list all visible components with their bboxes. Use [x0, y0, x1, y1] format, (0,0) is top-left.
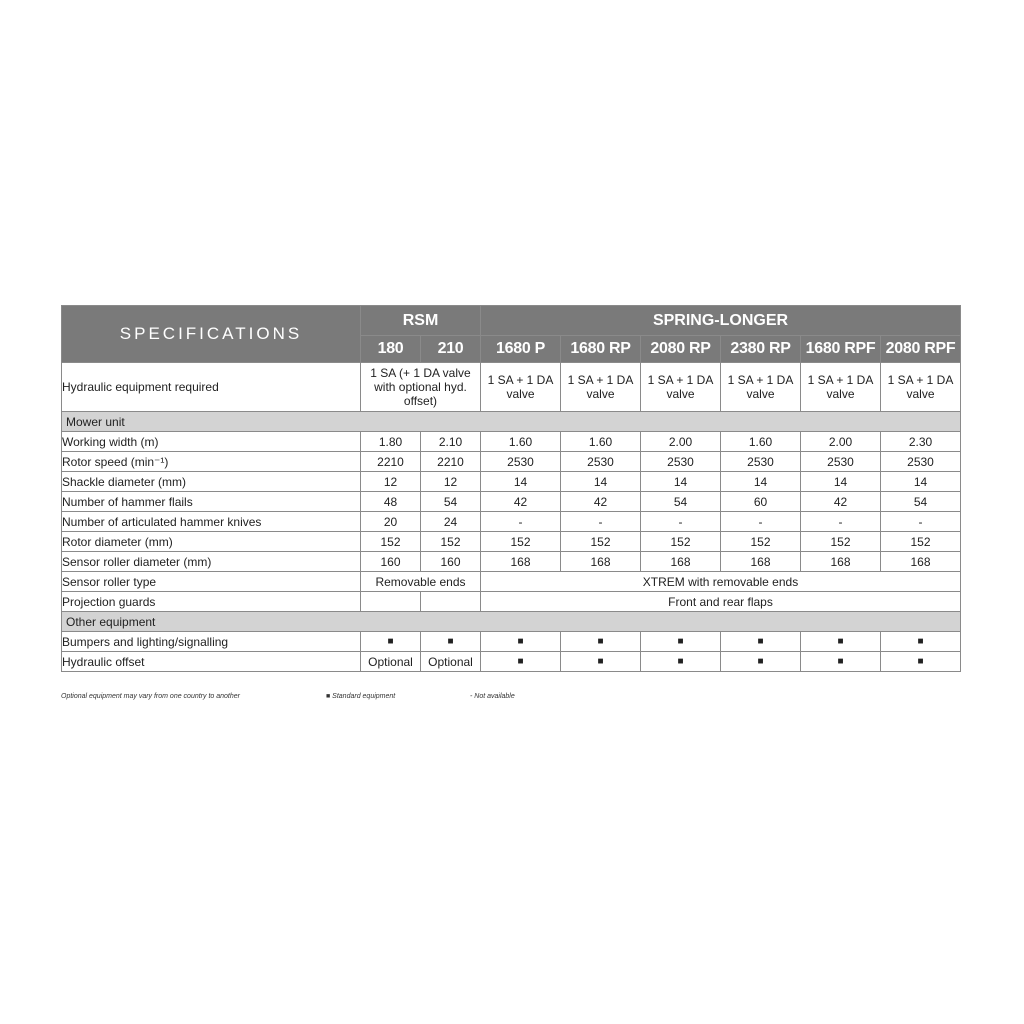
- model-header: 1680 RP: [561, 336, 641, 363]
- cell-value: 1.60: [721, 432, 801, 452]
- cell-value: 2530: [721, 452, 801, 472]
- cell-empty: [421, 592, 481, 612]
- cell-value: 152: [421, 532, 481, 552]
- footnote-not-available: - Not available: [470, 693, 515, 700]
- cell-value: 2.10: [421, 432, 481, 452]
- cell-value: 14: [721, 472, 801, 492]
- cell-value: 2210: [361, 452, 421, 472]
- row-label: Sensor roller diameter (mm): [62, 552, 361, 572]
- cell-value: 14: [561, 472, 641, 492]
- standard-equipment-icon: ■: [721, 632, 801, 652]
- table-row: [62, 492, 961, 512]
- specifications-table: [61, 305, 961, 672]
- cell-value: 12: [421, 472, 481, 492]
- table-row: [62, 363, 961, 412]
- group-spring-longer: SPRING-LONGER: [481, 306, 961, 336]
- standard-equipment-icon: ■: [641, 652, 721, 672]
- section-mower-unit: Mower unit: [62, 412, 961, 432]
- cell-value: Removable ends: [361, 572, 481, 592]
- cell-value: 24: [421, 512, 481, 532]
- cell-value: 168: [721, 552, 801, 572]
- cell-value: 1.60: [561, 432, 641, 452]
- cell-value: -: [721, 512, 801, 532]
- row-label: Number of articulated hammer knives: [62, 512, 361, 532]
- cell-value: 168: [561, 552, 641, 572]
- cell-value: 152: [721, 532, 801, 552]
- standard-equipment-icon: ■: [801, 652, 881, 672]
- standard-equipment-icon: ■: [721, 652, 801, 672]
- cell-value: 168: [481, 552, 561, 572]
- standard-equipment-icon: ■: [881, 652, 961, 672]
- cell-value: 12: [361, 472, 421, 492]
- cell-value: 152: [481, 532, 561, 552]
- cell-value: 54: [421, 492, 481, 512]
- cell-value: 2.30: [881, 432, 961, 452]
- cell-empty: [361, 592, 421, 612]
- row-label: Projection guards: [62, 592, 361, 612]
- standard-equipment-icon: ■: [641, 632, 721, 652]
- footnote-optional: Optional equipment may vary from one country to another: [61, 693, 240, 700]
- group-rsm: RSM: [361, 306, 481, 336]
- cell-value: -: [881, 512, 961, 532]
- standard-equipment-icon: ■: [561, 652, 641, 672]
- table-row: [62, 512, 961, 532]
- row-label: Working width (m): [62, 432, 361, 452]
- cell-value: 160: [421, 552, 481, 572]
- standard-equipment-icon: ■: [421, 632, 481, 652]
- cell-value: 54: [641, 492, 721, 512]
- cell-value: 2530: [801, 452, 881, 472]
- cell-value: 1 SA + 1 DA valve: [561, 363, 641, 412]
- cell-value: 54: [881, 492, 961, 512]
- cell-value: 1 SA + 1 DA valve: [881, 363, 961, 412]
- cell-value: -: [641, 512, 721, 532]
- row-label: Bumpers and lighting/signalling: [62, 632, 361, 652]
- cell-value: 168: [881, 552, 961, 572]
- cell-value: 42: [801, 492, 881, 512]
- cell-value: 1 SA + 1 DA valve: [641, 363, 721, 412]
- cell-value: Front and rear flaps: [481, 592, 961, 612]
- cell-value: XTREM with removable ends: [481, 572, 961, 592]
- standard-equipment-icon: ■: [801, 632, 881, 652]
- row-label: Number of hammer flails: [62, 492, 361, 512]
- table-row: [62, 572, 961, 592]
- standard-equipment-icon: ■: [881, 632, 961, 652]
- model-header: 1680 RPF: [801, 336, 881, 363]
- cell-value: 42: [481, 492, 561, 512]
- cell-value: 2530: [881, 452, 961, 472]
- cell-value: 160: [361, 552, 421, 572]
- cell-value: 1 SA + 1 DA valve: [481, 363, 561, 412]
- cell-value: 168: [801, 552, 881, 572]
- cell-value: 1 SA (+ 1 DA valve with optional hyd. offset): [361, 363, 481, 412]
- table-row: [62, 472, 961, 492]
- model-header: 1680 P: [481, 336, 561, 363]
- cell-value: 14: [801, 472, 881, 492]
- cell-value: 2530: [481, 452, 561, 472]
- cell-value: 2.00: [801, 432, 881, 452]
- table-row: [62, 552, 961, 572]
- cell-value: 152: [361, 532, 421, 552]
- cell-value: 2530: [561, 452, 641, 472]
- cell-value: 2210: [421, 452, 481, 472]
- cell-value: 1 SA + 1 DA valve: [721, 363, 801, 412]
- cell-value: -: [801, 512, 881, 532]
- table-row: [62, 632, 961, 652]
- cell-value: 152: [881, 532, 961, 552]
- data-rows: [62, 432, 961, 572]
- section-row: [62, 612, 961, 632]
- model-header: 2380 RP: [721, 336, 801, 363]
- standard-equipment-icon: ■: [481, 652, 561, 672]
- cell-value: 2.00: [641, 432, 721, 452]
- cell-value: 168: [641, 552, 721, 572]
- cell-value: Optional: [361, 652, 421, 672]
- table-title: SPECIFICATIONS: [62, 306, 361, 363]
- table-row: [62, 452, 961, 472]
- model-header: 2080 RPF: [881, 336, 961, 363]
- section-row: [62, 412, 961, 432]
- cell-value: 1 SA + 1 DA valve: [801, 363, 881, 412]
- standard-equipment-icon: ■: [561, 632, 641, 652]
- model-header: 210: [421, 336, 481, 363]
- standard-equipment-icon: ■: [361, 632, 421, 652]
- cell-value: 20: [361, 512, 421, 532]
- row-label: Rotor diameter (mm): [62, 532, 361, 552]
- cell-value: 42: [561, 492, 641, 512]
- row-label: Rotor speed (min⁻¹): [62, 452, 361, 472]
- table-row: [62, 532, 961, 552]
- cell-value: 1.60: [481, 432, 561, 452]
- cell-value: 152: [641, 532, 721, 552]
- cell-value: 14: [641, 472, 721, 492]
- cell-value: 14: [481, 472, 561, 492]
- cell-value: -: [481, 512, 561, 532]
- cell-value: 152: [561, 532, 641, 552]
- section-other-equipment: Other equipment: [62, 612, 961, 632]
- cell-value: 60: [721, 492, 801, 512]
- row-label: Hydraulic offset: [62, 652, 361, 672]
- cell-value: 14: [881, 472, 961, 492]
- cell-value: -: [561, 512, 641, 532]
- cell-value: 48: [361, 492, 421, 512]
- row-label: Shackle diameter (mm): [62, 472, 361, 492]
- cell-value: 1.80: [361, 432, 421, 452]
- table-row: [62, 592, 961, 612]
- footnote-standard: ■ Standard equipment: [326, 693, 396, 700]
- cell-value: Optional: [421, 652, 481, 672]
- row-label: Hydraulic equipment required: [62, 363, 361, 412]
- model-header: 180: [361, 336, 421, 363]
- cell-value: 152: [801, 532, 881, 552]
- model-header: 2080 RP: [641, 336, 721, 363]
- table-row: [62, 432, 961, 452]
- row-label: Sensor roller type: [62, 572, 361, 592]
- cell-value: 2530: [641, 452, 721, 472]
- table-row: [62, 652, 961, 672]
- standard-equipment-icon: ■: [481, 632, 561, 652]
